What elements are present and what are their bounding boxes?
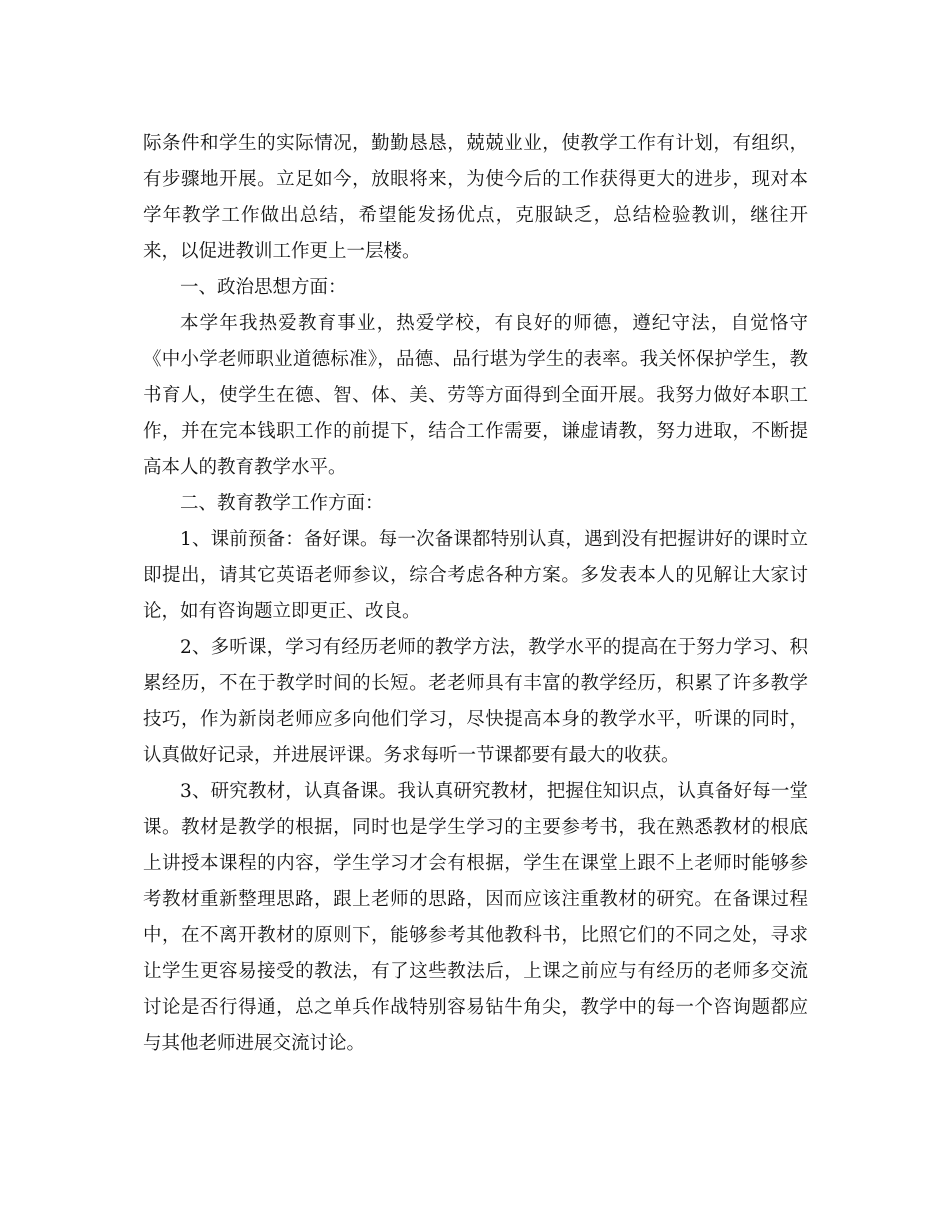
paragraph-continuation: 际条件和学生的实际情况，勤勤恳恳，兢兢业业，使教学工作有计划，有组织，有步骤地开展。立足如今，放眼将来，为使今后的工作获得更大的进步，现对本学年教学工作做出总结，希望能发扬优点，克服缺乏，总结检验教训，继往开来，以促进教训工作更上一层楼。 (143, 133, 808, 262)
section-heading-teaching: 二、教育教学工作方面： (180, 493, 384, 514)
paragraph-political: 本学年我热爱教育事业，热爱学校，有良好的师德，遵纪守法，自觉恪守《中小学老师职业道德标准》，品德、品行堪为学生的表率。我关怀保护学生，教书育人，使学生在德、智、体、美、劳等方面得到全面开展。我努力做好本职工作，并在完本钱职工作的前提下，结合工作需要，谦虚请教，努力进取，不断提高本人的教育教学水平。 (143, 313, 808, 478)
section-heading-political: 一、政治思想方面： (180, 277, 347, 298)
paragraph-item-3: 3、研究教材，认真备课。我认真研究教材，把握住知识点，认真备好每一堂课。教材是教学的根据，同时也是学生学习的主要参考书，我在熟悉教材的根底上讲授本课程的内容，学生学习才会有根据，学生在课堂上跟不上老师时能够参考教材重新整理思路，跟上老师的思路，因而应该注重教材的研究。在备课过程中，在不离开教材的原则下，能够参考其他教科书，比照它们的不同之处，寻求让学生更容易接受的教法，有了这些教法后，上课之前应与有经历的老师多交流讨论是否行得通，总之单兵作战特别容易钻牛角尖，教学中的每一个咨询题都应与其他老师进展交流讨论。 (143, 781, 808, 1054)
document-body (143, 126, 808, 1062)
paragraph-item-2: 2、多听课，学习有经历老师的教学方法，教学水平的提高在于努力学习、积累经历，不在于教学时间的长短。老老师具有丰富的教学经历，积累了许多教学技巧，作为新岗老师应多向他们学习，尽快提高本身的教学水平，听课的同时，认真做好记录，并进展评课。务求每听一节课都要有最大的收获。 (143, 637, 808, 766)
paragraph-item-1: 1、课前预备：备好课。每一次备课都特别认真，遇到没有把握讲好的课时立即提出，请其它英语老师参议，综合考虑各种方案。多发表本人的见解让大家讨论，如有咨询题立即更正、改良。 (143, 529, 808, 622)
